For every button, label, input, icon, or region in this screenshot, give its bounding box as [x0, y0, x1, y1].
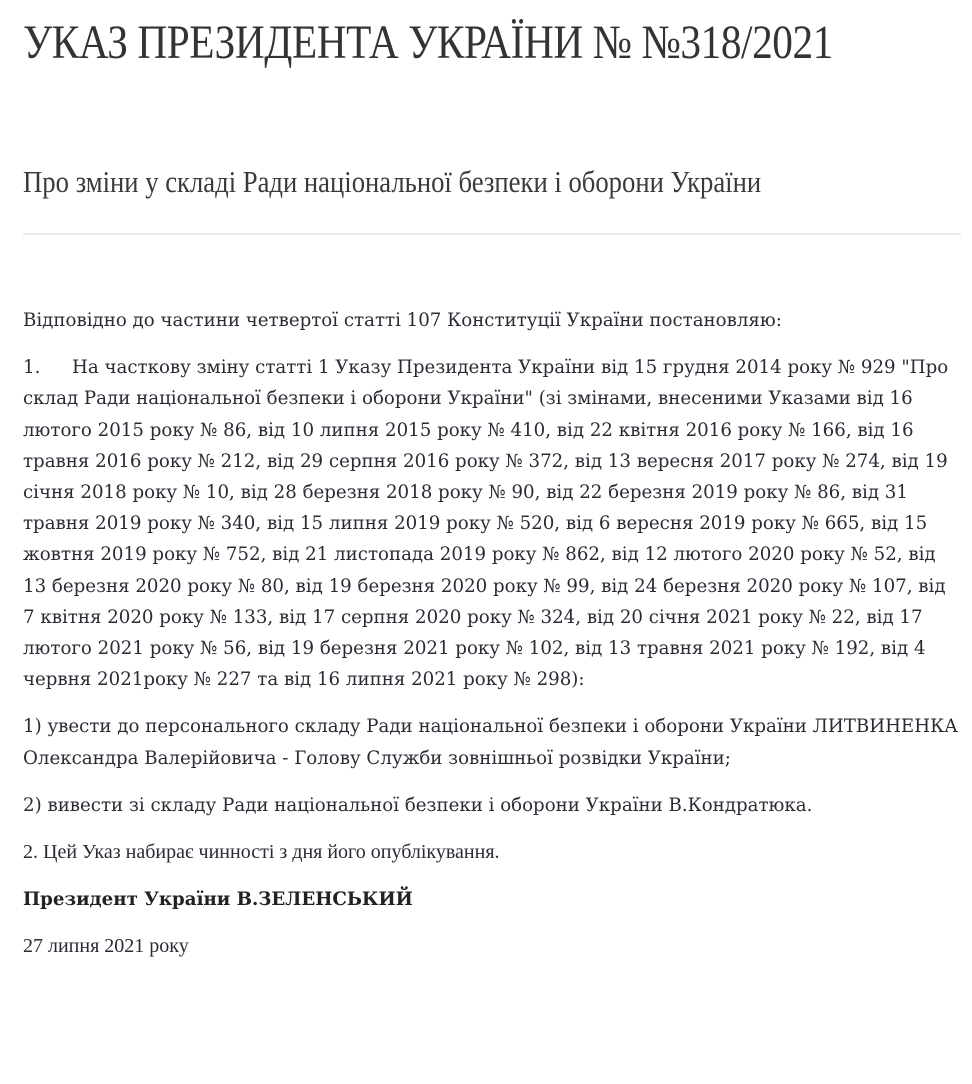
article-1-item-2: 2) вивести зі складу Ради національної безпеки і оборони України В.Кондратюка. — [23, 794, 813, 816]
signature: Президент України В.ЗЕЛЕНСЬКИЙ — [23, 889, 413, 911]
preamble: Відповідно до частини четвертої статті 107 Конституції України постановляю: — [23, 310, 782, 331]
page-title: УКАЗ ПРЕЗИДЕНТА УКРАЇНИ № №318/2021 — [23, 16, 833, 69]
article-1-item-1: 1) увести до персонального складу Ради національної безпеки і оборони України ЛИТВИНЕНКА Олександра Валерійовича - Голову Служби зовнішньої розвідки України; — [23, 716, 958, 769]
article-2: 2. Цей Указ набирає чинності з дня його опублікування. — [23, 841, 500, 864]
article-1-number: 1. — [23, 357, 41, 379]
decree-body — [23, 305, 961, 979]
decree-page — [23, 0, 961, 958]
page-subtitle: Про зміни у складі Ради національної безпеки і оборони України — [23, 164, 762, 199]
article-1 — [23, 352, 961, 695]
decree-date: 27 липня 2021 року — [23, 935, 189, 958]
divider — [23, 233, 961, 235]
article-1-text: На часткову зміну статті 1 Указу Президента України від 15 грудня 2014 року № 929 "Про склад Ради національної безпеки і оборони України" (зі змінами, внесеними Указами від 16 лютого 2015 року № 86, від 10 липня 2015 року № 410, від 22 квітня 2016 року № 166, від 16 травня 2016 року № 212, від 29 серпня 2016 року № 372, від 13 вересня 2017 року № 274, від 19 січня 2018 року № 10, від 28 березня 2018 року № 90, від 22 березня 2019 року № 86, від 31 травня 2019 року № 340, від 15 липня 2019 року № 520, від 6 вересня 2019 року № 665, від 15 жовтня 2019 року № 752, від 21 листопада 2019 року № 862, від 12 лютого 2020 року № 52, від 13 березня 2020 року № 80, від 19 березня 2020 року № 99, від 24 березня 2020 року № 107, від 7 квітня 2020 року № 133, від 17 серпня 2020 року № 324, від 20 січня 2021 року № 22, від 17 лютого 2021 року № 56, від 19 березня 2021 року № 102, від 13 травня 2021 року № 192, від 4 червня 2021року № 227 та від 16 липня 2021 року № 298): — [23, 357, 949, 691]
